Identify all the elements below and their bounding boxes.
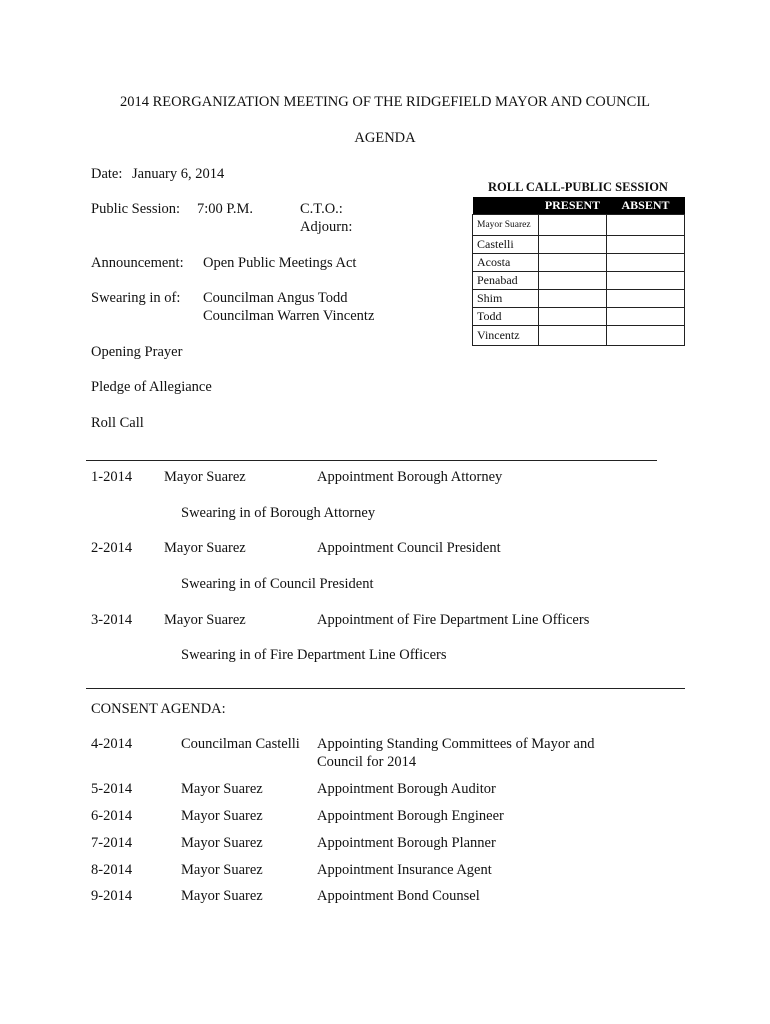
consent-item-number: 7-2014: [91, 835, 133, 851]
member-name: Castelli: [473, 236, 539, 254]
absent-cell: [607, 326, 685, 346]
item-title: Appointment Council President: [317, 540, 501, 556]
consent-item-title: Appointment Borough Planner: [317, 835, 496, 851]
consent-item-title: Appointment Bond Counsel: [317, 888, 480, 904]
item-note: Swearing in of Borough Attorney: [181, 505, 376, 521]
consent-item-sponsor: Mayor Suarez: [181, 808, 263, 824]
section-divider: [86, 688, 685, 689]
page-subtitle: AGENDA: [354, 130, 416, 146]
consent-item-number: 9-2014: [91, 888, 133, 904]
header-absent: ABSENT: [607, 197, 685, 215]
member-name: Mayor Suarez: [473, 215, 539, 236]
member-name: Penabad: [473, 272, 539, 290]
present-cell: [539, 290, 607, 308]
item-title: Appointment Borough Attorney: [317, 469, 503, 485]
item-sponsor: Mayor Suarez: [164, 540, 246, 556]
consent-item-number: 6-2014: [91, 808, 133, 824]
date-label: Date:: [91, 166, 123, 182]
item-number: 1-2014: [91, 469, 133, 485]
roll-call-row: [473, 272, 685, 290]
present-cell: [539, 308, 607, 326]
item-sponsor: Mayor Suarez: [164, 469, 246, 485]
absent-cell: [607, 215, 685, 236]
item-title: Appointment of Fire Department Line Officers: [317, 612, 590, 628]
session-label: Public Session:: [91, 201, 181, 217]
cto-label: C.T.O.:: [300, 201, 343, 217]
consent-item-number: 8-2014: [91, 862, 133, 878]
roll-call-row: [473, 326, 685, 346]
item-sponsor: Mayor Suarez: [164, 612, 246, 628]
present-cell: [539, 254, 607, 272]
roll-call-row: [473, 254, 685, 272]
consent-item-title-line2: Council for 2014: [317, 754, 417, 770]
roll-call-row: [473, 215, 685, 236]
page-title: 2014 REORGANIZATION MEETING OF THE RIDGEFIELD MAYOR AND COUNCIL: [119, 94, 651, 110]
member-name: Vincentz: [473, 326, 539, 346]
consent-item-sponsor: Mayor Suarez: [181, 888, 263, 904]
swearing-label: Swearing in of:: [91, 290, 181, 306]
consent-item-title: Appointment Borough Auditor: [317, 781, 496, 797]
roll-call-table: [472, 197, 685, 346]
consent-item-sponsor: Mayor Suarez: [181, 862, 263, 878]
roll-call: Roll Call: [91, 415, 144, 431]
pledge-of-allegiance: Pledge of Allegiance: [91, 379, 212, 395]
header-blank: [473, 197, 539, 215]
consent-item-number: 5-2014: [91, 781, 133, 797]
present-cell: [539, 236, 607, 254]
absent-cell: [607, 236, 685, 254]
present-cell: [539, 326, 607, 346]
consent-item-sponsor: Mayor Suarez: [181, 781, 263, 797]
swearing-name-2: Councilman Warren Vincentz: [203, 308, 375, 324]
section-divider: [86, 460, 657, 461]
consent-heading: CONSENT AGENDA:: [91, 701, 226, 717]
consent-item-sponsor: Mayor Suarez: [181, 835, 263, 851]
consent-item-title: Appointment Borough Engineer: [317, 808, 504, 824]
consent-item-number: 4-2014: [91, 736, 133, 752]
adjourn-label: Adjourn:: [300, 219, 353, 235]
absent-cell: [607, 272, 685, 290]
swearing-name-1: Councilman Angus Todd: [203, 290, 348, 306]
announcement-value: Open Public Meetings Act: [203, 255, 357, 271]
present-cell: [539, 215, 607, 236]
roll-call-row: [473, 236, 685, 254]
present-cell: [539, 272, 607, 290]
roll-call-header-row: [473, 197, 685, 215]
absent-cell: [607, 308, 685, 326]
member-name: Shim: [473, 290, 539, 308]
consent-item-sponsor: Councilman Castelli: [181, 736, 300, 752]
roll-call-table-title: ROLL CALL-PUBLIC SESSION: [488, 180, 668, 194]
opening-prayer: Opening Prayer: [91, 344, 183, 360]
item-number: 3-2014: [91, 612, 133, 628]
item-note: Swearing in of Council President: [181, 576, 374, 592]
date-value: January 6, 2014: [132, 166, 225, 182]
consent-item-title: Appointing Standing Committees of Mayor and: [317, 736, 595, 752]
item-note: Swearing in of Fire Department Line Officers: [181, 647, 447, 663]
item-number: 2-2014: [91, 540, 133, 556]
absent-cell: [607, 254, 685, 272]
consent-item-title: Appointment Insurance Agent: [317, 862, 492, 878]
member-name: Acosta: [473, 254, 539, 272]
member-name: Todd: [473, 308, 539, 326]
session-time: 7:00 P.M.: [197, 201, 254, 217]
header-present: PRESENT: [539, 197, 607, 215]
roll-call-row: [473, 290, 685, 308]
roll-call-row: [473, 308, 685, 326]
absent-cell: [607, 290, 685, 308]
announcement-label: Announcement:: [91, 255, 184, 271]
